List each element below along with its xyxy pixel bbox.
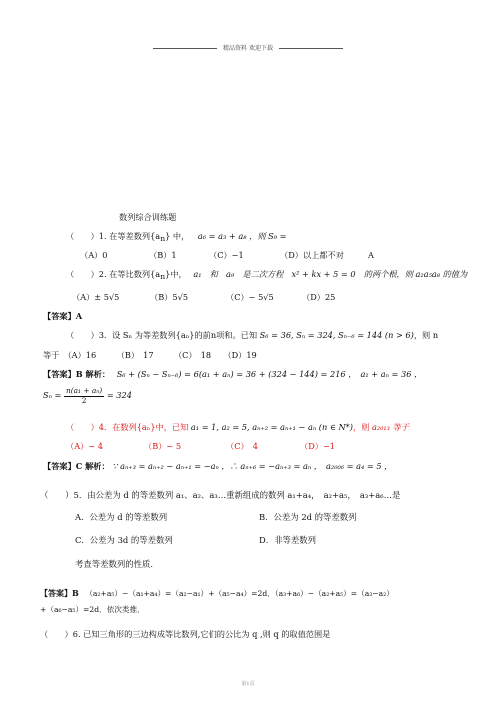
q1-stem: （ ）1. 在等差数列{an} 中， a₆ = a₃ + a₈ ，则 S₉ =: [66, 231, 287, 243]
q3-options: 等于 （A）16 （B） 17 （C） 18 （D）19: [43, 350, 257, 360]
q4-opt-d: （D）−1: [300, 441, 336, 451]
q2-opt-b: （B）5√5: [150, 292, 189, 302]
q2-opt-c: （C）− 5√5: [226, 292, 274, 302]
doc-title: 数列综合训练题: [119, 212, 177, 222]
q5-answer-cont: +（a₆−a₅）=2d．依次类推．: [40, 605, 145, 614]
q4-stem: （ ）4．在数列{aₙ}中，已知 a₁ = 1, a₂ = 5, aₙ₊₂ = aₙ₊₁ − aₙ (n ∈ N*)，则 a₂₀₁₃ 等于: [66, 422, 409, 432]
q1-opt-c: （C）−1: [209, 250, 244, 260]
q5-note: 考查等差数列的性质．: [75, 559, 159, 569]
q5-answer: 【答案】B （a₂+a₅）−（a₁+a₄）=（a₂−a₁）+（a₅−a₄）=2d．（a₃+a₆）−（a₂+a₅）=（a₃−a₂）: [40, 588, 394, 598]
q1-opt-a: （A）0: [80, 250, 108, 260]
q1-answer: A: [368, 250, 374, 260]
q3-stem: （ ）3．设 Sₙ 为等差数列{aₙ}的前n项和。已知 S₆ = 36, Sₙ = 324, Sₙ₋₆ = 144 (n > 6)，则 n: [66, 330, 439, 340]
q5-opt-d: D．非等差数列: [259, 535, 316, 545]
q1-opt-b: （B）1: [149, 250, 177, 260]
q2-stem: （ ）2. 在等比数列{an}中， a₁ 和 a₉ 是二次方程 x² + kx + 5 = 0 的两个根，则 a₂a₅a₈ 的值为: [66, 269, 468, 281]
q3-fraction: $\frac{\text{n(a₁ + aₙ)}}{2}$: [66, 386, 103, 405]
q5-opt-c: C．公差为 3d 的等差数列: [75, 535, 173, 545]
header-text: 精品资料 欢迎下载: [223, 45, 273, 52]
q4-opt-a: （A）− 4: [66, 441, 103, 451]
q5-opt-a: A．公差为 d 的等差数列: [75, 512, 168, 522]
q3-formula: Sₙ = $\frac{\text{n(a₁ + aₙ)}}{2}$ = 324: [43, 386, 132, 405]
header-rule-left: [153, 48, 217, 49]
page-header: [0, 43, 496, 52]
q5-opt-b: B．公差为 2d 的等差数列: [259, 512, 357, 522]
q4-answer: 【答案】C 解析： ∵ aₙ₊₃ = aₙ₊₂ − aₙ₊₁ = −aₙ ，∴ aₙ₊₆ = −aₙ₊₃ = aₙ ， a₂₀₀₆ = a₄ = 5 ，: [43, 461, 393, 471]
q6-stem: （ ）6. 已知三角形的三边构成等比数列,它们的公比为 q ,则 q 的取值范围是: [40, 629, 331, 639]
page-footer: 第1页: [241, 681, 255, 687]
q4-opt-c: （C） 4: [226, 441, 258, 451]
q1-opt-d: （D）以上都不对: [280, 250, 344, 260]
q2-opt-d: （D）25: [302, 292, 336, 302]
header-rule-right: [279, 48, 343, 49]
q2-answer: 【答案】A: [43, 311, 83, 321]
q2-opt-a: （A）± 5√5: [72, 292, 120, 302]
q5-stem: （ ）5．由公差为 d 的等差数列 a₁、a₂、a₃…重新组成的数列 a₁+a₄， a₂+a₅， a₃+a₆…是: [40, 490, 401, 500]
q3-answer: 【答案】B 解析： S₆ + (Sₙ − Sₙ₋₆) = 6(a₁ + aₙ) = 36 + (324 − 144) = 216 ， a₁ + aₙ = 36 ，: [43, 369, 423, 379]
q1-condition: a₆ = a₃ + a₈ ，则 S₉ =: [197, 231, 287, 241]
q4-opt-b: （B）− 5: [144, 441, 182, 451]
